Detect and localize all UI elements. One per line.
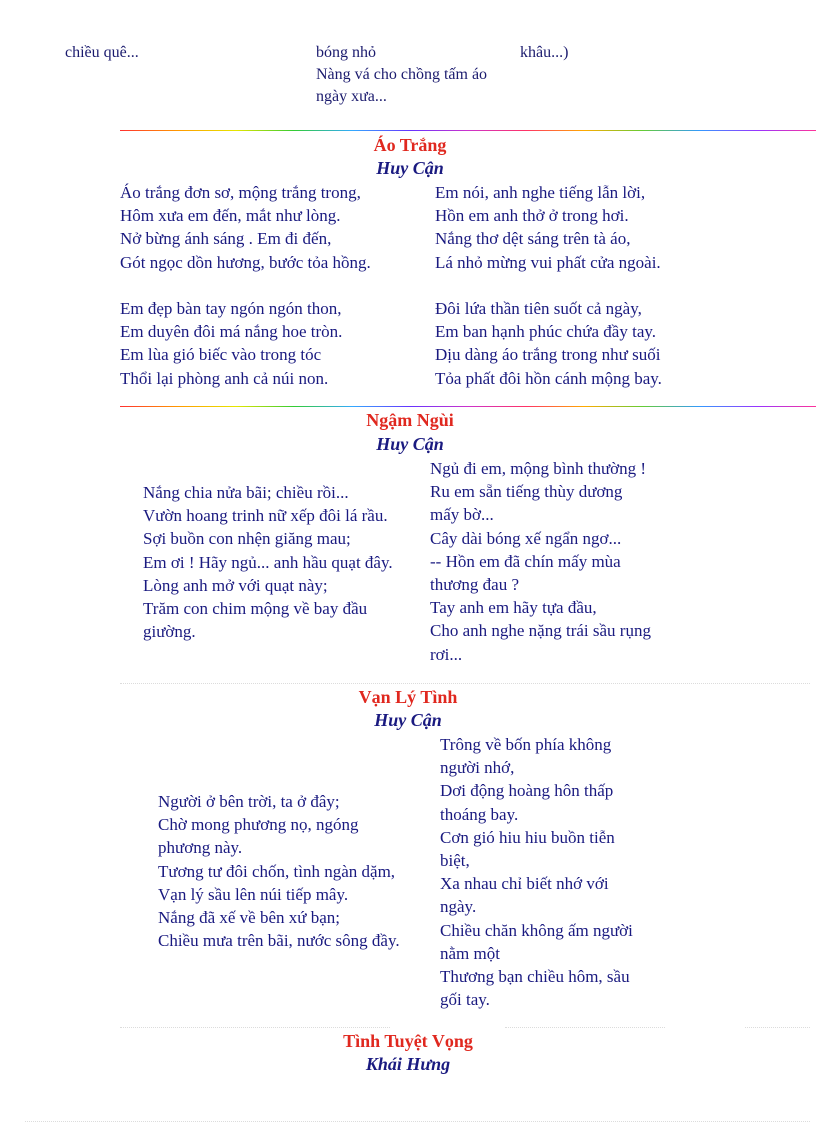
top-fragment-col2 — [316, 42, 487, 108]
poem-line: Ngủ đi em, mộng bình thường ! — [430, 459, 647, 478]
poem-line: Em ban hạnh phúc chứa đầy tay. — [435, 322, 657, 342]
poem-line: Thương bạn chiều hôm, sầu — [440, 967, 630, 987]
poem-line: Người ở bên trời, ta ở đây; — [158, 792, 340, 811]
poem-right-column — [435, 181, 662, 390]
poem-line: ngày. — [440, 897, 477, 917]
poem-line: Chiều chăn không ấm người — [440, 920, 633, 940]
poem-line: Nắng đã xế về bên xứ bạn; — [158, 908, 340, 928]
poem-line: thoáng bay. — [440, 804, 519, 824]
poem-title: Ngậm Ngùi — [366, 410, 454, 430]
text-line: ngày xưa... — [316, 88, 387, 105]
poem-line: Xa nhau chỉ biết nhớ với — [440, 874, 609, 894]
poem-line: Tương tư đôi chốn, tình ngàn dặm, — [158, 861, 396, 881]
poem-line: Em đẹp bàn tay ngón ngón thon, — [120, 299, 342, 318]
poem-line: Cây dài bóng xế ngẩn ngơ... — [430, 528, 622, 548]
poem-line: Cho anh nghe nặng trái sầu rụng — [430, 621, 651, 641]
poem-left-column — [143, 481, 393, 643]
divider — [505, 1027, 665, 1029]
poem-line: Thổi lại phòng anh cả núi non. — [120, 368, 329, 388]
poem-line: Tỏa phất đôi hồn cánh mộng bay. — [435, 368, 662, 388]
poem-line: Em lùa gió biếc vào trong tóc — [120, 345, 322, 365]
text-line: chiều quê... — [65, 44, 139, 61]
poem-author: Khái Hưng — [365, 1054, 451, 1074]
poem-line: Nắng chia nửa bãi; chiều rồi... — [143, 483, 349, 502]
poem-line: Chiều mưa trên bãi, nước sông đầy. — [158, 931, 400, 951]
top-fragment-col1 — [65, 42, 139, 64]
poem-line: Chờ mong phương nọ, ngóng — [158, 815, 359, 835]
poem-line: Cơn gió hiu hiu buồn tiễn — [440, 827, 615, 847]
divider — [120, 683, 810, 685]
poem-line: Sợi buồn con nhện giăng mau; — [143, 529, 351, 549]
poem-line: Vạn lý sầu lên núi tiếp mây. — [158, 884, 349, 904]
poem-line: Tay anh em hãy tựa đầu, — [430, 598, 597, 618]
text-line: Nàng vá cho chồng tấm áo — [316, 66, 488, 83]
poem-line: Em duyên đôi má nắng hoe tròn. — [120, 322, 343, 342]
poem-line: phương này. — [158, 838, 243, 858]
poem-line: mấy bờ... — [430, 505, 494, 525]
stanza-break — [120, 274, 371, 297]
poem-line: thương đau ? — [430, 575, 520, 595]
top-fragment-col3 — [520, 42, 568, 64]
poem-author: Huy Cận — [376, 158, 444, 178]
divider — [745, 1027, 810, 1029]
poem-line: Đôi lứa thần tiên suốt cả ngày, — [435, 299, 642, 318]
poem-line: -- Hồn em đã chín mấy mùa — [430, 551, 621, 571]
poem-line: rơi... — [430, 644, 463, 664]
poem-line: Dơi động hoàng hôn thấp — [440, 781, 614, 801]
poem-right-column — [440, 733, 633, 1011]
poem-title: Áo Trắng — [373, 135, 447, 155]
poem-line: nằm một — [440, 943, 500, 963]
poem-title: Vạn Lý Tình — [358, 687, 458, 707]
poem-line: Trông về bốn phía không — [440, 735, 612, 754]
poem-line: Gót ngọc dồn hương, bước tỏa hồng. — [120, 252, 371, 272]
poem-line: Nở bừng ánh sáng . Em đi đến, — [120, 229, 332, 249]
poem-left-column — [120, 181, 371, 390]
poem-line: Hôm xưa em đến, mắt như lòng. — [120, 206, 341, 226]
poem-line: gối tay. — [440, 990, 490, 1010]
poem-title: Tình Tuyệt Vọng — [343, 1031, 473, 1051]
poem-line: người nhớ, — [440, 758, 515, 778]
poem-line: Dịu dàng áo trắng trong như suối — [435, 345, 661, 365]
poem-right-column — [430, 457, 651, 666]
poem-line: biệt, — [440, 851, 470, 871]
divider — [120, 406, 816, 407]
text-line: khâu...) — [520, 44, 569, 61]
poem-line: Lá nhỏ mừng vui phất cửa ngoài. — [435, 252, 661, 272]
poem-line: Ru em sẵn tiếng thùy dương — [430, 482, 623, 502]
poem-line: giường. — [143, 622, 196, 642]
divider — [120, 130, 816, 131]
poem-line: Trăm con chim mộng về bay đầu — [143, 599, 368, 619]
stanza-break — [435, 274, 662, 297]
poem-line: Em ơi ! Hãy ngủ... anh hầu quạt đây. — [143, 552, 393, 572]
text-line: bóng nhỏ — [316, 44, 376, 61]
poem-line: Lòng anh mở với quạt này; — [143, 575, 328, 595]
divider — [120, 1027, 390, 1029]
poem-line: Nắng thơ dệt sáng trên tà áo, — [435, 229, 631, 249]
poem-author: Huy Cận — [374, 710, 442, 730]
poem-line: Em nói, anh nghe tiếng lẫn lời, — [435, 183, 646, 202]
poem-left-column — [158, 790, 400, 952]
poem-line: Hồn em anh thở ở trong hơi. — [435, 206, 629, 226]
poem-line: Áo trắng đơn sơ, mộng trắng trong, — [120, 183, 361, 202]
poem-line: Vườn hoang trinh nữ xếp đôi lá rầu. — [143, 506, 388, 526]
poem-author: Huy Cận — [376, 434, 444, 454]
